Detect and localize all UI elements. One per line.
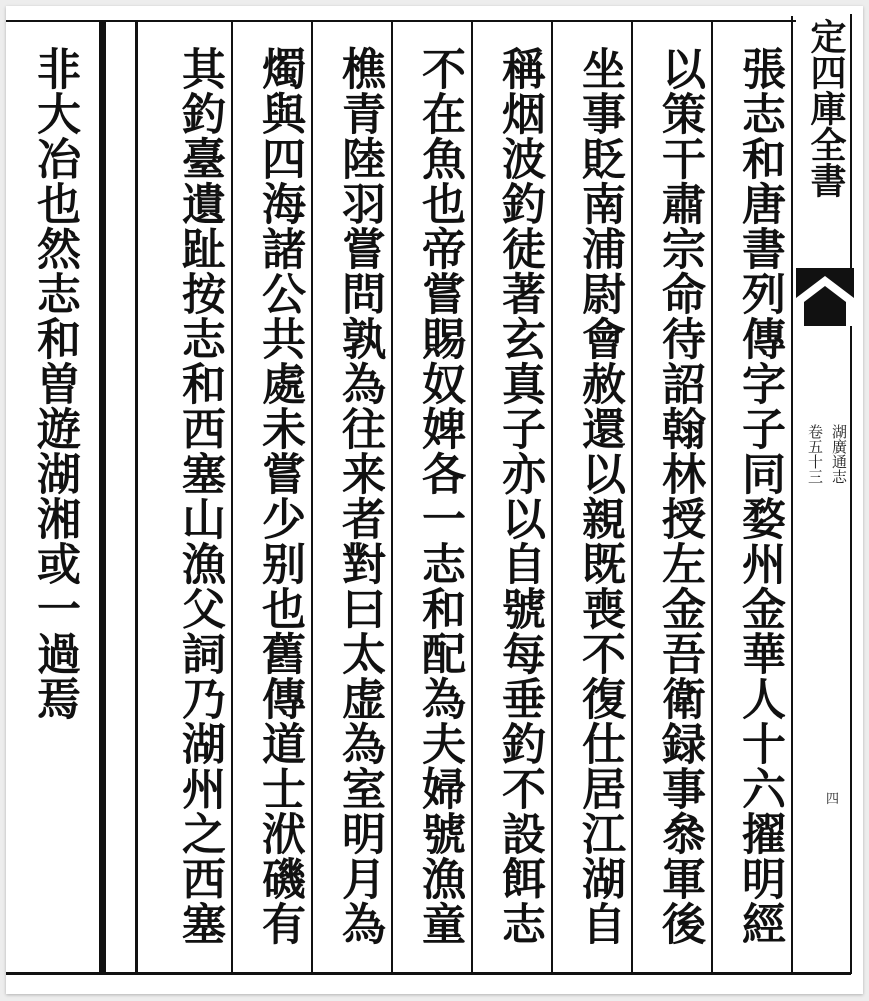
frame-top-line: [6, 20, 796, 22]
frame-right-border: [850, 14, 852, 974]
page-fold-thick: [99, 20, 106, 975]
column-rule: [471, 20, 473, 975]
column-rule: [231, 20, 233, 975]
column-rule: [311, 20, 313, 975]
column-rule: [551, 20, 553, 975]
text-column: 樵青陸羽嘗問孰為往来者對曰太虚為室明月為: [334, 46, 385, 946]
column-rule: [391, 20, 393, 975]
text-column: 不在魚也帝嘗賜奴婢各一志和配為夫婦號漁童: [414, 46, 465, 946]
fishtail-emblem-icon: [796, 268, 854, 326]
page-fold-thin: [135, 20, 138, 975]
text-column: 燭與四海諸公共處未嘗少别也舊傳道士洑磯有: [254, 46, 305, 946]
collection-title: 定四庫全書: [805, 18, 847, 198]
document-page: [6, 6, 863, 994]
text-column: 稱烟波釣徒著玄真子亦以自號每垂釣不設餌志: [494, 46, 545, 946]
book-name: 湖廣通志: [830, 424, 848, 484]
text-column: 以策干肅宗命待詔翰林授左金吾衛録事叅軍後: [654, 46, 705, 946]
column-rule: [631, 20, 633, 975]
frame-bottom-line: [6, 972, 851, 975]
column-rule: [711, 20, 713, 975]
text-column: 坐事貶南浦尉會赦還以親既喪不復仕居江湖自: [574, 46, 625, 946]
text-column: 張志和唐書列傳字子同婺州金華人十六擢明經: [734, 46, 785, 946]
volume-number: 卷五十三: [806, 424, 824, 484]
page-number: 四: [826, 792, 840, 807]
text-column: 其釣臺遺趾按志和西塞山漁父詞乃湖州之西塞: [174, 46, 225, 946]
text-column: 非大冶也然志和曽遊湖湘或一過焉: [29, 46, 80, 721]
header-divider: [791, 16, 793, 974]
